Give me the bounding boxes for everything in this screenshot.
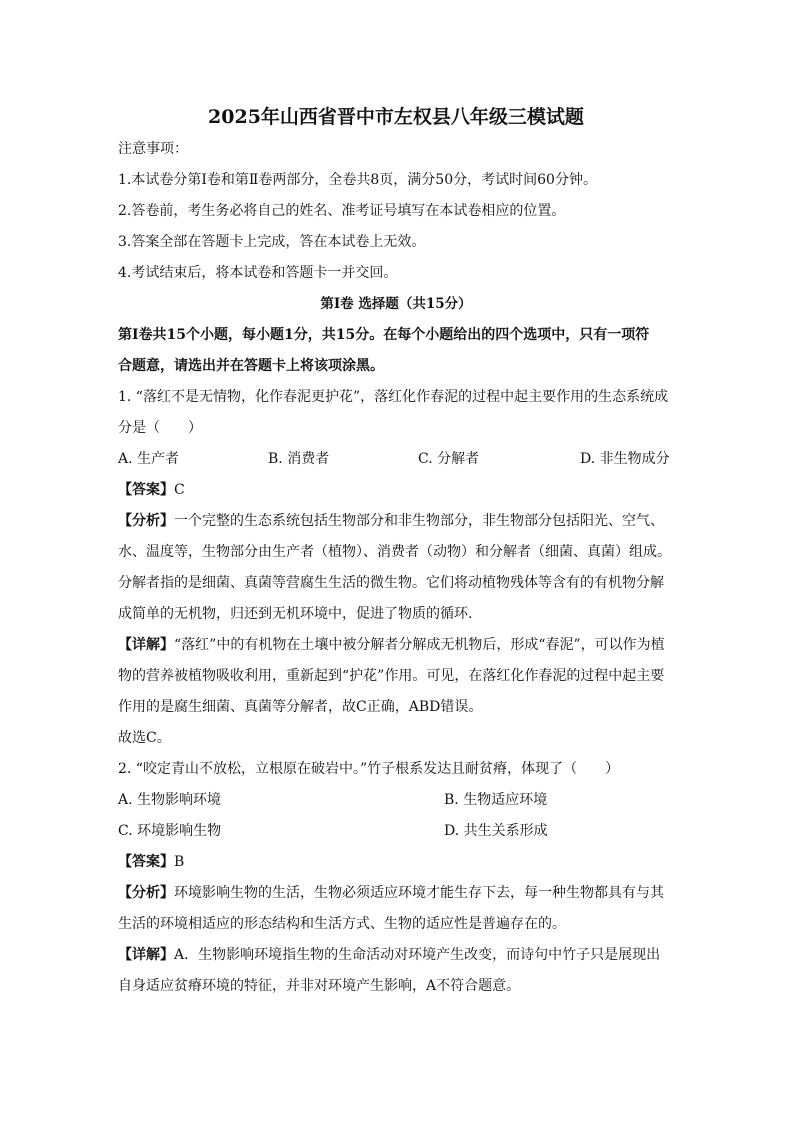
analysis-text: 环境影响生物的生活，生物必须适应环境才能生存下去，每一种生物都具有与其	[174, 885, 664, 901]
question-stem: 分是（ ）	[118, 420, 202, 436]
question-options	[118, 816, 674, 847]
notice-item: 3.答案全部在答题卡上完成，答在本试卷上无效。	[118, 234, 426, 250]
section-intro: 第Ⅰ卷共15个小题，每小题1分，共15分。在每个小题给出的四个选项中，只有一项符	[118, 327, 650, 343]
option-c: C. 环境影响生物	[118, 823, 222, 839]
detail-text: A．生物影响环境指生物的生命活动对环境产生改变，而诗句中竹子只是展现出	[174, 947, 661, 963]
question-stem: 2. “咬定青山不放松，立根原在破岩中。”竹子根系发达且耐贫瘠，体现了（ ）	[118, 761, 620, 777]
detail-tag: 【详解】	[118, 637, 174, 653]
notice-item: 2.答卷前，考生务必将自己的姓名、准考证号填写在本试卷相应的位置。	[118, 203, 566, 219]
question-options	[118, 444, 674, 475]
notice-heading: 注意事项：	[118, 141, 188, 157]
section-intro: 合题意，请选出并在答题卡上将该项涂黑。	[118, 358, 384, 374]
analysis-text: 水、温度等，生物部分由生产者（植物）、消费者（动物）和分解者（细菌、真菌）组成。	[118, 544, 671, 560]
analysis-line	[118, 878, 674, 909]
question-stem: 1. “落红不是无情物，化作春泥更护花”，落红化作春泥的过程中起主要作用的生态系统成	[118, 389, 669, 405]
analysis-text: 分解者指的是细菌、真菌等营腐生生活的微生物。它们将动植物残体等含有的有机物分解	[118, 575, 664, 591]
answer-value: B	[174, 854, 185, 870]
notice-item: 4.考试结束后，将本试卷和答题卡一并交回。	[118, 265, 398, 281]
option-d: D. 非生物成分	[580, 451, 670, 467]
analysis-line	[118, 506, 674, 537]
section-heading: 第Ⅰ卷 选择题（共15分）	[320, 296, 472, 312]
analysis-text: 生活的环境相适应的形态结构和生活方式、生物的适应性是普遍存在的。	[118, 916, 566, 932]
option-b: B. 生物适应环境	[444, 792, 548, 808]
option-d: D. 共生关系形成	[444, 823, 548, 839]
analysis-tag: 【分析】	[118, 885, 174, 901]
analysis-text: 成简单的无机物，归还到无机环境中，促进了物质的循环.	[118, 606, 473, 622]
answer-tag: 【答案】	[118, 482, 174, 498]
answer-line	[118, 847, 674, 878]
page-title: 2025年山西省晋中市左权县八年级三模试题	[208, 106, 584, 128]
question-options	[118, 785, 674, 816]
option-a: A. 生产者	[118, 451, 180, 467]
detail-text: “落红”中的有机物在土壤中被分解者分解成无机物后，形成“春泥”，可以作为植	[174, 637, 665, 653]
notice-item: 1.本试卷分第Ⅰ卷和第Ⅱ卷两部分，全卷共8页，满分50分，考试时间60分钟。	[118, 172, 597, 188]
detail-line	[118, 630, 674, 661]
option-b: B. 消费者	[268, 451, 330, 467]
answer-tag: 【答案】	[118, 854, 174, 870]
option-a: A. 生物影响环境	[118, 792, 222, 808]
analysis-tag: 【分析】	[118, 513, 174, 529]
detail-line	[118, 940, 674, 971]
answer-line	[118, 475, 674, 506]
answer-value: C	[174, 482, 185, 498]
detail-text: 自身适应贫瘠环境的特征，并非对环境产生影响，A不符合题意。	[118, 978, 521, 994]
option-c: C. 分解者	[418, 451, 480, 467]
detail-text: 物的营养被植物吸收利用，重新起到“护花”作用。可见，在落红化作春泥的过程中起主要	[118, 668, 665, 684]
detail-text: 作用的是腐生细菌、真菌等分解者，故C正确，ABD错误。	[118, 699, 483, 715]
analysis-text: 一个完整的生态系统包括生物部分和非生物部分，非生物部分包括阳光、空气、	[174, 513, 664, 529]
conclusion: 故选C。	[118, 730, 171, 746]
detail-tag: 【详解】	[118, 947, 174, 963]
